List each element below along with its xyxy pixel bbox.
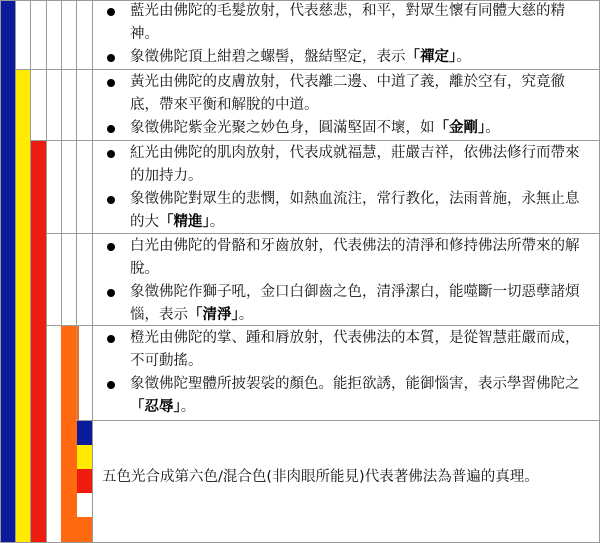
list-item xyxy=(96,327,590,373)
sixth-yellow-swatch xyxy=(77,445,92,469)
list-item xyxy=(96,281,590,327)
bullet-icon xyxy=(107,335,115,343)
sixth-white-swatch xyxy=(77,493,92,517)
item-suffix: 。 xyxy=(209,214,225,230)
bullet-icon xyxy=(107,289,115,297)
item-suffix: 。 xyxy=(238,307,254,323)
grid-hline xyxy=(30,140,600,141)
grid-hline xyxy=(76,420,600,421)
white-row-text xyxy=(96,235,590,327)
keyword: 「禪定」 xyxy=(405,49,457,65)
item-text: 象徵佛陀聖體所披袈裟的顏色。能拒欲誘，能御惱害，表示學習佛陀之 xyxy=(130,376,580,392)
sixth-blue-swatch xyxy=(77,421,92,445)
item-text: 象徵佛陀紫金光聚之妙色身，圓滿堅固不壞，如 xyxy=(130,120,435,136)
bullet-icon xyxy=(107,381,115,389)
list-item xyxy=(96,373,590,419)
keyword: 「精進」 xyxy=(159,214,210,230)
list-item xyxy=(96,142,590,188)
blue-row-text xyxy=(96,0,590,69)
list-item xyxy=(96,188,590,234)
item-text: 白光由佛陀的骨骼和牙齒放射，代表佛法的清淨和修持佛法所帶來的解脫。 xyxy=(130,238,580,277)
item-text: 象徵佛陀對眾生的悲憫，如熱血流注，常行教化，法雨普施，永無止息的大 xyxy=(130,191,580,230)
yellow-strip xyxy=(16,70,30,543)
item-suffix: 。 xyxy=(485,120,500,136)
list-item xyxy=(96,117,590,140)
item-text: 黃光由佛陀的皮膚放射，代表離二邊、中道了義，離於空有，究竟徹底，帶來平衡和解脫的中道。 xyxy=(130,74,565,113)
item-text: 藍光由佛陀的毛髮放射，代表慈悲，和平，對眾生懷有同體大慈的精神。 xyxy=(130,3,565,42)
sixth-red-swatch xyxy=(77,469,92,493)
grid-vline xyxy=(0,0,1,543)
sixth-color-text: 五色光合成第六色/混合色(非肉眼所能見)代表著佛法為普遍的真理。 xyxy=(102,469,539,485)
item-text: 象徵佛陀作獅子吼，金口白御齒之色，清淨潔白，能噬斷一切惡孽諸煩惱，表示 xyxy=(130,284,580,323)
red-strip xyxy=(31,141,46,543)
bullet-icon xyxy=(107,150,115,158)
list-item xyxy=(96,71,590,117)
item-text: 橙光由佛陀的掌、踵和脣放射，代表佛法的本質，是從智慧莊嚴而成，不可動搖。 xyxy=(130,330,580,369)
list-item xyxy=(96,235,590,281)
bullet-icon xyxy=(107,79,115,87)
keyword: 「金剛」 xyxy=(434,120,486,136)
item-suffix: 。 xyxy=(180,399,196,415)
red-row-text xyxy=(96,142,590,234)
grid-vline xyxy=(76,0,77,421)
grid-vline xyxy=(61,0,62,326)
keyword: 「清淨」 xyxy=(188,307,239,323)
yellow-row-text xyxy=(96,71,590,140)
bullet-icon xyxy=(107,54,115,62)
grid-vline xyxy=(15,0,16,543)
bullet-icon xyxy=(107,125,115,133)
blue-strip xyxy=(1,0,15,543)
orange-row-text xyxy=(96,327,590,419)
list-item xyxy=(96,46,590,69)
grid-vline xyxy=(92,0,93,543)
item-text: 紅光由佛陀的肌肉放射，代表成就福慧，莊嚴吉祥，依佛法修行而帶來的加持力。 xyxy=(130,145,580,184)
list-item xyxy=(96,0,590,46)
bullet-icon xyxy=(107,243,115,251)
item-suffix: 。 xyxy=(456,49,471,65)
grid-vline xyxy=(46,0,47,543)
item-text: 象徵佛陀頂上紺碧之螺髻，盤結堅定，表示 xyxy=(130,49,406,65)
sixth-orange-swatch xyxy=(77,517,92,543)
keyword: 「忍辱」 xyxy=(130,399,181,415)
grid-hline xyxy=(15,69,600,70)
bullet-icon xyxy=(107,8,115,16)
bullet-icon xyxy=(107,196,115,204)
grid-vline xyxy=(30,0,31,543)
